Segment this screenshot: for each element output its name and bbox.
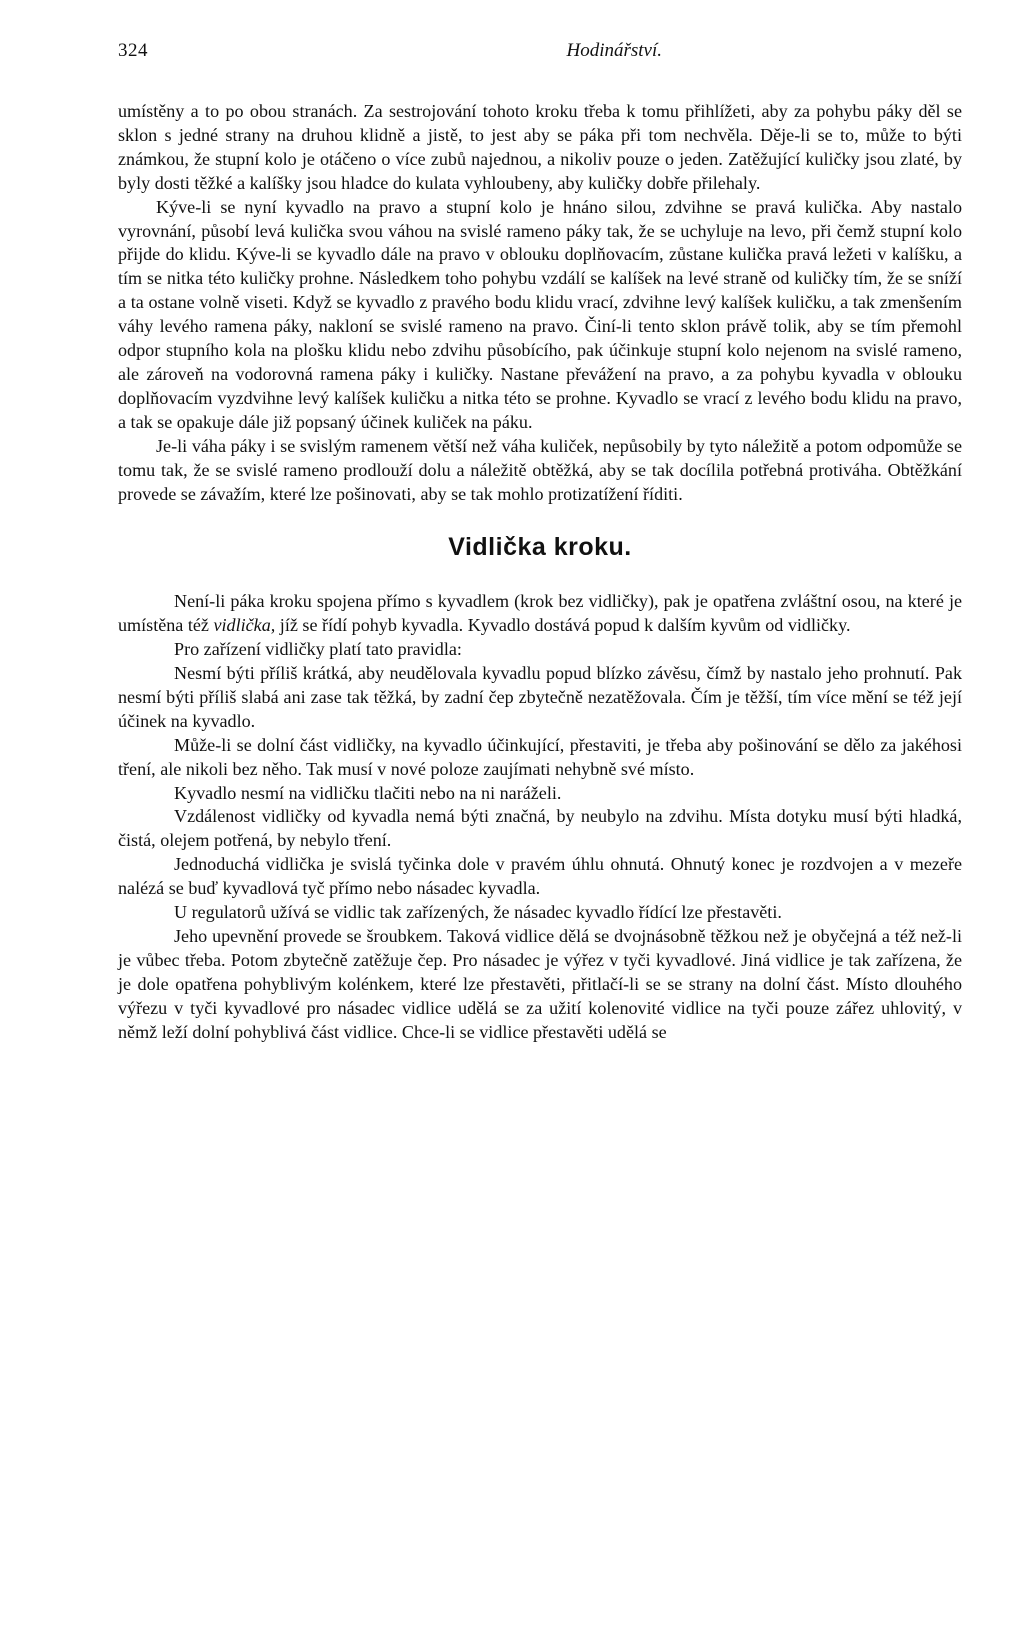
emphasized-term: vidlička,: [213, 615, 276, 636]
body-text: [118, 100, 962, 1045]
paragraph: umístěny a to po obou stranách. Za sestrojování tohoto kroku třeba k tomu přihlížeti, aby za pohybu páky děl se sklon s jedné strany na druhou klidně a jistě, to jest aby se páka při tom nechvěla. Děje-li se to, může to býti známkou, že stupní kolo je otáčeno o více zubů najednou, a nikoliv pouze o jeden. Zatěžující kuličky jsou zlaté, by byly dosti těžké a kalíšky jsou hladce do kulata vyhloubeny, aby kuličky dobře přilehaly.: [118, 101, 962, 193]
paragraph: Kýve-li se nyní kyvadlo na pravo a stupní kolo je hnáno silou, zdvihne se pravá kulička. Aby nastalo vyrovnání, působí levá kulička svou váhou na svislé rameno páky tak, že se uchyluje na levo, při čemž stupní kolo přijde do klidu. Kýve-li se kyvadlo dále na pravo v oblouku doplňovacím, zůstane kulička pravá ležeti v kalíšku, a tím se nitka této kuličky prohne. Následkem toho pohybu vzdálí se kalíšek na levé straně od kuličky tím, že se sníží a ta ostane volně viseti. Když se kyvadlo z pravého bodu klidu vrací, zdvihne levý kalíšek kuličku, a tak zmenšením váhy levého ramena páky, nakloní se svislé rameno na pravo. Činí-li tento sklon právě tolik, aby se tím přemohl odpor stupního kola na plošku klidu nebo zdvihu působícího, pak účinkuje stupní kolo nejenom na svislé rameno, ale zároveň na vodorovná ramena páky i kuličky. Nastane převážení na pravo, a za pohybu kyvadla v oblouku doplňovacím vyzdvihne levý kalíšek kuličku a nitka této se prohne. Kyvadlo se vrací z levého bodu klidu na pravo, a tak se opakuje dále již popsaný účinek kuliček na páku.: [118, 196, 962, 432]
paragraph: Jednoduchá vidlička je svislá tyčinka dole v pravém úhlu ohnutá. Ohnutý konec je rozdvojen a v mezeře nalézá se buď kyvadlová tyč přímo nebo násadec kyvadla.: [118, 854, 962, 899]
paragraph-text: jíž se řídí pohyb kyvadla. Kyvadlo dostává popud k dalším kyvům od vidličky.: [275, 615, 851, 636]
page: [118, 40, 962, 1045]
paragraph: Vzdálenost vidličky od kyvadla nemá býti značná, by neubylo na zdvihu. Místa dotyku musí býti hladká, čistá, olejem potřená, by nebylo tření.: [118, 806, 962, 851]
section-heading: Vidlička kroku.: [448, 533, 632, 562]
paragraph: [118, 590, 962, 638]
paragraph: U regulatorů užívá se vidlic tak zařízených, že násadec kyvadlo řídící lze přestavěti.: [174, 902, 782, 923]
paragraph: Je-li váha páky i se svislým ramenem větší než váha kuliček, nepůsobily by tyto náležitě a potom odpomůže se tomu tak, že se svislé rameno prodlouží dolu a náležitě obtěžká, aby se tak docílila potřebná protiváha. Obtěžkání provede se závažím, které lze pošinovati, aby se tak mohlo protizatížení říditi.: [118, 435, 962, 504]
running-title: Hodinářství.: [566, 40, 662, 61]
paragraph-text: Není-li páka kroku spojena přímo s kyvadlem (krok bez vidličky), pak je opatřena zvláštní osou, na které je umístěna též: [118, 591, 962, 636]
paragraph: Pro zařízení vidličky platí tato pravidla:: [174, 639, 462, 660]
page-number: 324: [118, 40, 148, 61]
paragraph: Kyvadlo nesmí na vidličku tlačiti nebo na ni naráželi.: [174, 782, 562, 803]
paragraph: Nesmí býti příliš krátká, aby neudělovala kyvadlu popud blízko závěsu, čímž by nastalo jeho prohnutí. Pak nesmí býti příliš slabá ani zase tak těžká, by zadní čep zbytečně nezatěžovala. Čím je těžší, tím více mění se též její účinek na kyvadlo.: [118, 663, 962, 731]
paragraph: Může-li se dolní část vidličky, na kyvadlo účinkující, přestaviti, je třeba aby pošinování se dělo za jakéhosi tření, ale nikoli bez něho. Tak musí v nové poloze zaujímati nehybně své místo.: [118, 734, 962, 779]
paragraph: Jeho upevnění provede se šroubkem. Taková vidlice dělá se dvojnásobně těžkou než je obyčejná a též než-li je vůbec třeba. Potom zbytečně zatěžuje čep. Pro násadec je výřez v tyči kyvadlové. Jiná vidlice je tak zařízena, že je dole opatřena pohyblivým kolénkem, které lze přestavěti, přitlačí-li se se strany na dolní část. Místo dlouhého výřezu v tyči kyvadlové pro násadec vidlice udělá se za užití kolenovité vidlice na tyči pouze zářez uhlovitý, v němž leží dolní pohyblivá část vidlice. Chce-li se vidlice přestavěti udělá se: [118, 926, 962, 1042]
page-header: [118, 40, 962, 70]
